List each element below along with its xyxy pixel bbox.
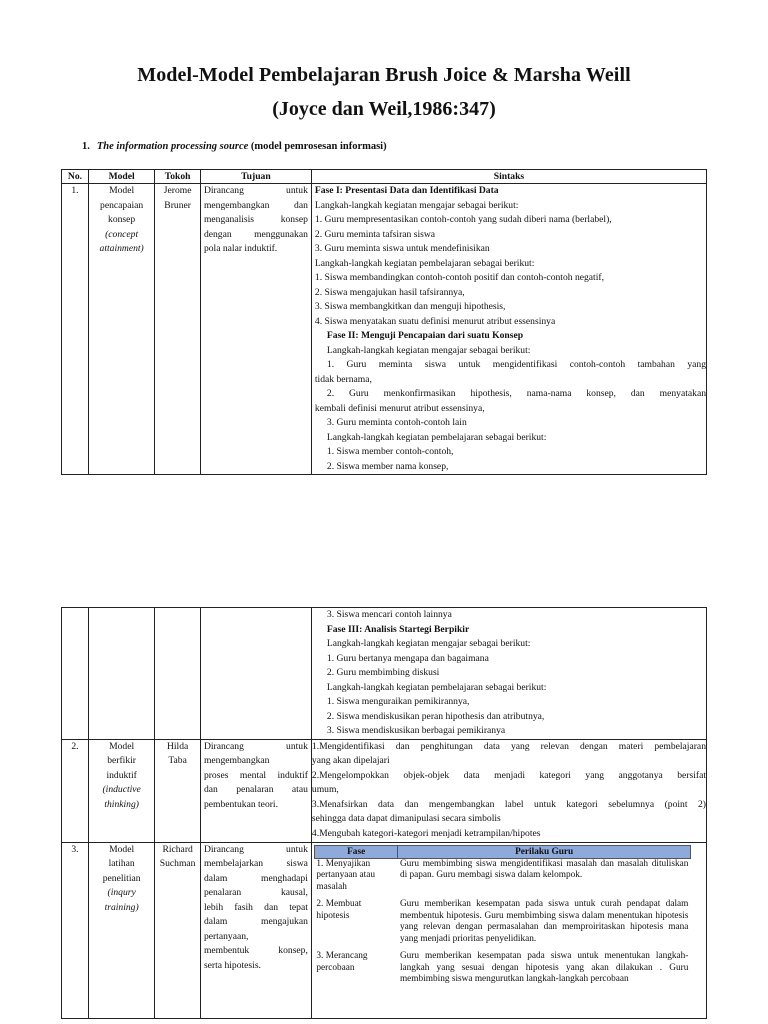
row1-tujuan xyxy=(200,184,311,475)
row1-model-line: Model xyxy=(109,185,135,196)
inner-row xyxy=(314,893,690,945)
step-item: 4. Siswa menyatakan suatu definisi menurut atribut essensinya xyxy=(314,315,556,327)
row2-tokoh xyxy=(155,739,201,842)
inner-fase-cell: 2. Membuat hipotesis xyxy=(316,899,362,921)
fase-heading: Fase III: Analisis Startegi Berpikir xyxy=(326,623,470,635)
inner-header-perilaku: Perilaku Guru xyxy=(398,845,690,858)
step-item: umum, xyxy=(311,784,339,795)
section-number: 1. xyxy=(82,141,90,152)
row2-tujuan-line: Dirancang untuk xyxy=(203,740,308,752)
row1-tujuan-line: menganalisis konsep xyxy=(203,214,308,225)
header-tokoh: Tokoh xyxy=(155,170,201,184)
row1-tokoh xyxy=(155,184,201,475)
step-item: 2. Siswa mendiskusikan peran hipothesis dan atributnya, xyxy=(326,710,545,722)
header-no: No. xyxy=(62,170,89,184)
step-item: 1.Mengidentifikasi dan penghitungan data yang relevan dengan materi pembelajaran xyxy=(311,740,706,752)
models-table-part2 xyxy=(61,607,707,1019)
step-item: 2. Guru menkonfirmasikan hipothesis, nama-nama konsep, dan menyatakan xyxy=(326,388,706,399)
inner-header-fase: Fase xyxy=(314,845,398,858)
step-item: 3. Siswa membangkitkan dan menguji hipothesis, xyxy=(314,301,506,312)
table-row xyxy=(62,608,707,740)
section-title-rest: (model pemrosesan informasi) xyxy=(250,141,387,152)
steps-intro: Langkah-langkah kegiatan pembelajaran sebagai berikut: xyxy=(326,431,547,443)
step-item: 2. Guru membimbing diskusi xyxy=(326,667,440,678)
inner-row xyxy=(314,945,690,986)
inner-perilaku-cell: Guru memberikan kesempatan pada siswa untuk curah pendapat dalam membentuk hipotesis. Guru membimbing siswa dalam menentukan hipotesis yang relevan dengan permasalahan dan memproiritaskan hipotesis mana yang menjadi prioritas penyelidikan. xyxy=(399,899,689,944)
row2-no: 2. xyxy=(62,739,89,842)
inquiry-phases-table xyxy=(314,845,691,986)
row3-tokoh xyxy=(155,842,201,1018)
row2-model-line: Model xyxy=(109,740,135,752)
step-item: 3. Guru meminta contoh-contoh lain xyxy=(326,417,467,428)
step-item: 3.Menafsirkan data dan mengembangkan label untuk kategori sebelumnya (point 2) xyxy=(311,798,706,810)
header-model: Model xyxy=(88,170,154,184)
row3-tujuan xyxy=(200,842,311,1018)
step-item: 4.Mengubah kategori-kategori menjadi ketrampilan/hipotes xyxy=(311,827,541,839)
row1-tujuan-line: Dirancang untuk xyxy=(203,185,308,196)
inner-row xyxy=(314,858,690,893)
row1-cont-sintaks xyxy=(311,608,706,740)
row1-model xyxy=(88,184,154,475)
row3-tujuan-line: pertanyaan, xyxy=(203,930,249,942)
step-item: 1. Guru mempresentasikan contoh-contoh yang sudah diberi nama (berlabel), xyxy=(314,214,612,225)
row2-model-line: thinking) xyxy=(104,798,139,810)
step-item: 2. Siswa mengajukan hasil tafsirannya, xyxy=(314,286,465,298)
step-item: 1. Guru bertanya mengapa dan bagaimana xyxy=(326,652,489,664)
row3-tujuan-line: dalam menghadapi xyxy=(203,872,308,884)
header-sintaks: Sintaks xyxy=(311,170,706,184)
row3-tokoh-line: Suchman xyxy=(159,858,196,869)
inner-perilaku-cell: Guru membimbing siswa mengidentifikasi masalah dan masalah dituliskan di papan. Guru membagi siswa dalam kelompok. xyxy=(399,858,689,880)
row3-sintaks xyxy=(311,842,706,1018)
row1-tujuan-line: pola nalar induktif. xyxy=(203,243,278,254)
row3-model-line: training) xyxy=(104,901,139,913)
step-item: tidak bernama, xyxy=(314,373,372,385)
step-item: 3. Siswa mencari contoh lainnya xyxy=(326,609,452,620)
row3-tujuan-line: Dirancang untuk xyxy=(203,843,308,855)
step-item: 1. Siswa menguraikan pemikirannya, xyxy=(326,696,470,707)
steps-intro: Langkah-langkah kegiatan mengajar sebagai berikut: xyxy=(314,199,519,211)
row1-cont-tokoh xyxy=(155,608,201,740)
row3-tujuan-line: serta hipotesis. xyxy=(203,959,261,971)
row2-tujuan-line: dan penalaran atau xyxy=(203,784,308,795)
inner-fase-cell: 3. Merancang percobaan xyxy=(316,951,368,973)
step-item: 2. Siswa member nama konsep, xyxy=(326,460,449,472)
row2-model xyxy=(88,739,154,842)
row2-tokoh-line: Hilda xyxy=(166,740,189,752)
row2-tujuan xyxy=(200,739,311,842)
row2-tujuan-line: pembentukan teori. xyxy=(203,798,278,810)
models-table-part1 xyxy=(61,169,707,475)
section-title-italic: The information processing source xyxy=(96,141,249,152)
inner-header-row xyxy=(314,845,690,858)
header-tujuan: Tujuan xyxy=(200,170,311,184)
steps-intro: Langkah-langkah kegiatan mengajar sebagai berikut: xyxy=(326,344,531,356)
steps-intro: Langkah-langkah kegiatan mengajar sebagai berikut: xyxy=(326,638,531,649)
step-item: 2. Guru meminta tafsiran siswa xyxy=(314,228,436,240)
table-row xyxy=(62,739,707,842)
row1-model-line: pencapaian xyxy=(100,199,144,211)
row3-model-line: Model xyxy=(109,843,135,855)
fase-heading: Fase II: Menguji Pencapaian dari suatu Konsep xyxy=(326,330,524,341)
steps-intro: Langkah-langkah kegiatan pembelajaran sebagai berikut: xyxy=(314,257,535,269)
row3-model xyxy=(88,842,154,1018)
row2-tujuan-line: mengembangkan xyxy=(203,755,270,766)
row3-tujuan-line: dalam mengajukan xyxy=(203,916,308,927)
row1-model-line: attainment) xyxy=(99,243,144,254)
row2-model-line: induktif xyxy=(106,769,137,781)
row3-model-line: latihan xyxy=(108,858,135,869)
row1-model-line: (concept xyxy=(105,228,139,240)
row1-sintaks xyxy=(311,184,706,475)
row2-model-line: berfikir xyxy=(107,755,137,766)
document-subtitle: (Joyce dan Weil,1986:347) xyxy=(272,98,496,120)
row1-tujuan-line: dengan menggunakan xyxy=(203,228,308,240)
section-heading xyxy=(82,141,387,152)
table-header-row xyxy=(62,170,707,184)
document-title: Model-Model Pembelajaran Brush Joice & Marsha Weill xyxy=(137,64,631,86)
row2-tujuan-line: proses mental induktif xyxy=(203,769,308,781)
step-item: 3. Guru meminta siswa untuk mendefinisikan xyxy=(314,243,490,254)
row3-tokoh-line: Richard xyxy=(162,843,193,855)
row3-model-line: (inqury xyxy=(107,887,136,898)
inner-fase-cell: 1. Menyajikan pertanyaan atau masalah xyxy=(316,858,375,892)
step-item: 1. Siswa membandingkan contoh-contoh positif dan contoh-contoh negatif, xyxy=(314,272,604,283)
row1-model-line: konsep xyxy=(108,214,136,225)
fase-heading: Fase I: Presentasi Data dan Identifikasi Data xyxy=(314,185,499,196)
step-item: 3. Siswa mendiskusikan berbagai pemikiranya xyxy=(326,725,506,736)
row1-tokoh-line: Jerome xyxy=(163,185,192,196)
inner-perilaku-cell: Guru memberikan kesempatan pada siswa untuk menentukan langkah-langkah yang sesuai dengan hipotesis yang akan dilakukan . Guru membimbing siswa mengurutkan langkah-langkah percobaan xyxy=(399,951,689,984)
row3-tujuan-line: membentuk konsep, xyxy=(203,945,308,956)
row1-cont-model xyxy=(88,608,154,740)
row3-tujuan-line: penalaran kausal, xyxy=(203,887,308,898)
table-row xyxy=(62,184,707,475)
row1-cont-no xyxy=(62,608,89,740)
step-item: sehingga data dapat dimanipulasi secara simbolis xyxy=(311,813,501,824)
row3-no: 3. xyxy=(62,842,89,1018)
row3-model-line: penelitian xyxy=(102,872,141,884)
step-item: 1. Siswa member contoh-contoh, xyxy=(326,446,454,457)
step-item: yang akan dipelajari xyxy=(311,755,390,766)
row1-cont-tujuan xyxy=(200,608,311,740)
row2-model-line: (inductive xyxy=(102,784,141,795)
row2-sintaks xyxy=(311,739,706,842)
step-item: 1. Guru meminta siswa untuk mengidentifikasi contoh-contoh tambahan yang xyxy=(326,359,706,370)
row1-tokoh-line: Bruner xyxy=(164,199,191,211)
row1-tujuan-line: mengembangkan dan xyxy=(203,199,308,211)
step-item: 2.Mengelompokkan objek-objek data menjadi kategori yang anggotanya bersifat xyxy=(311,769,706,781)
row3-tujuan-line: lebih fasih dan tepat xyxy=(203,901,308,913)
row1-no: 1. xyxy=(62,184,89,475)
row2-tokoh-line: Taba xyxy=(168,755,187,766)
table-row xyxy=(62,842,707,1018)
row3-tujuan-line: membelajarkan siswa xyxy=(203,858,308,869)
step-item: kembali definisi menurut atribut essensinya, xyxy=(314,402,485,414)
steps-intro: Langkah-langkah kegiatan pembelajaran sebagai berikut: xyxy=(326,681,547,693)
